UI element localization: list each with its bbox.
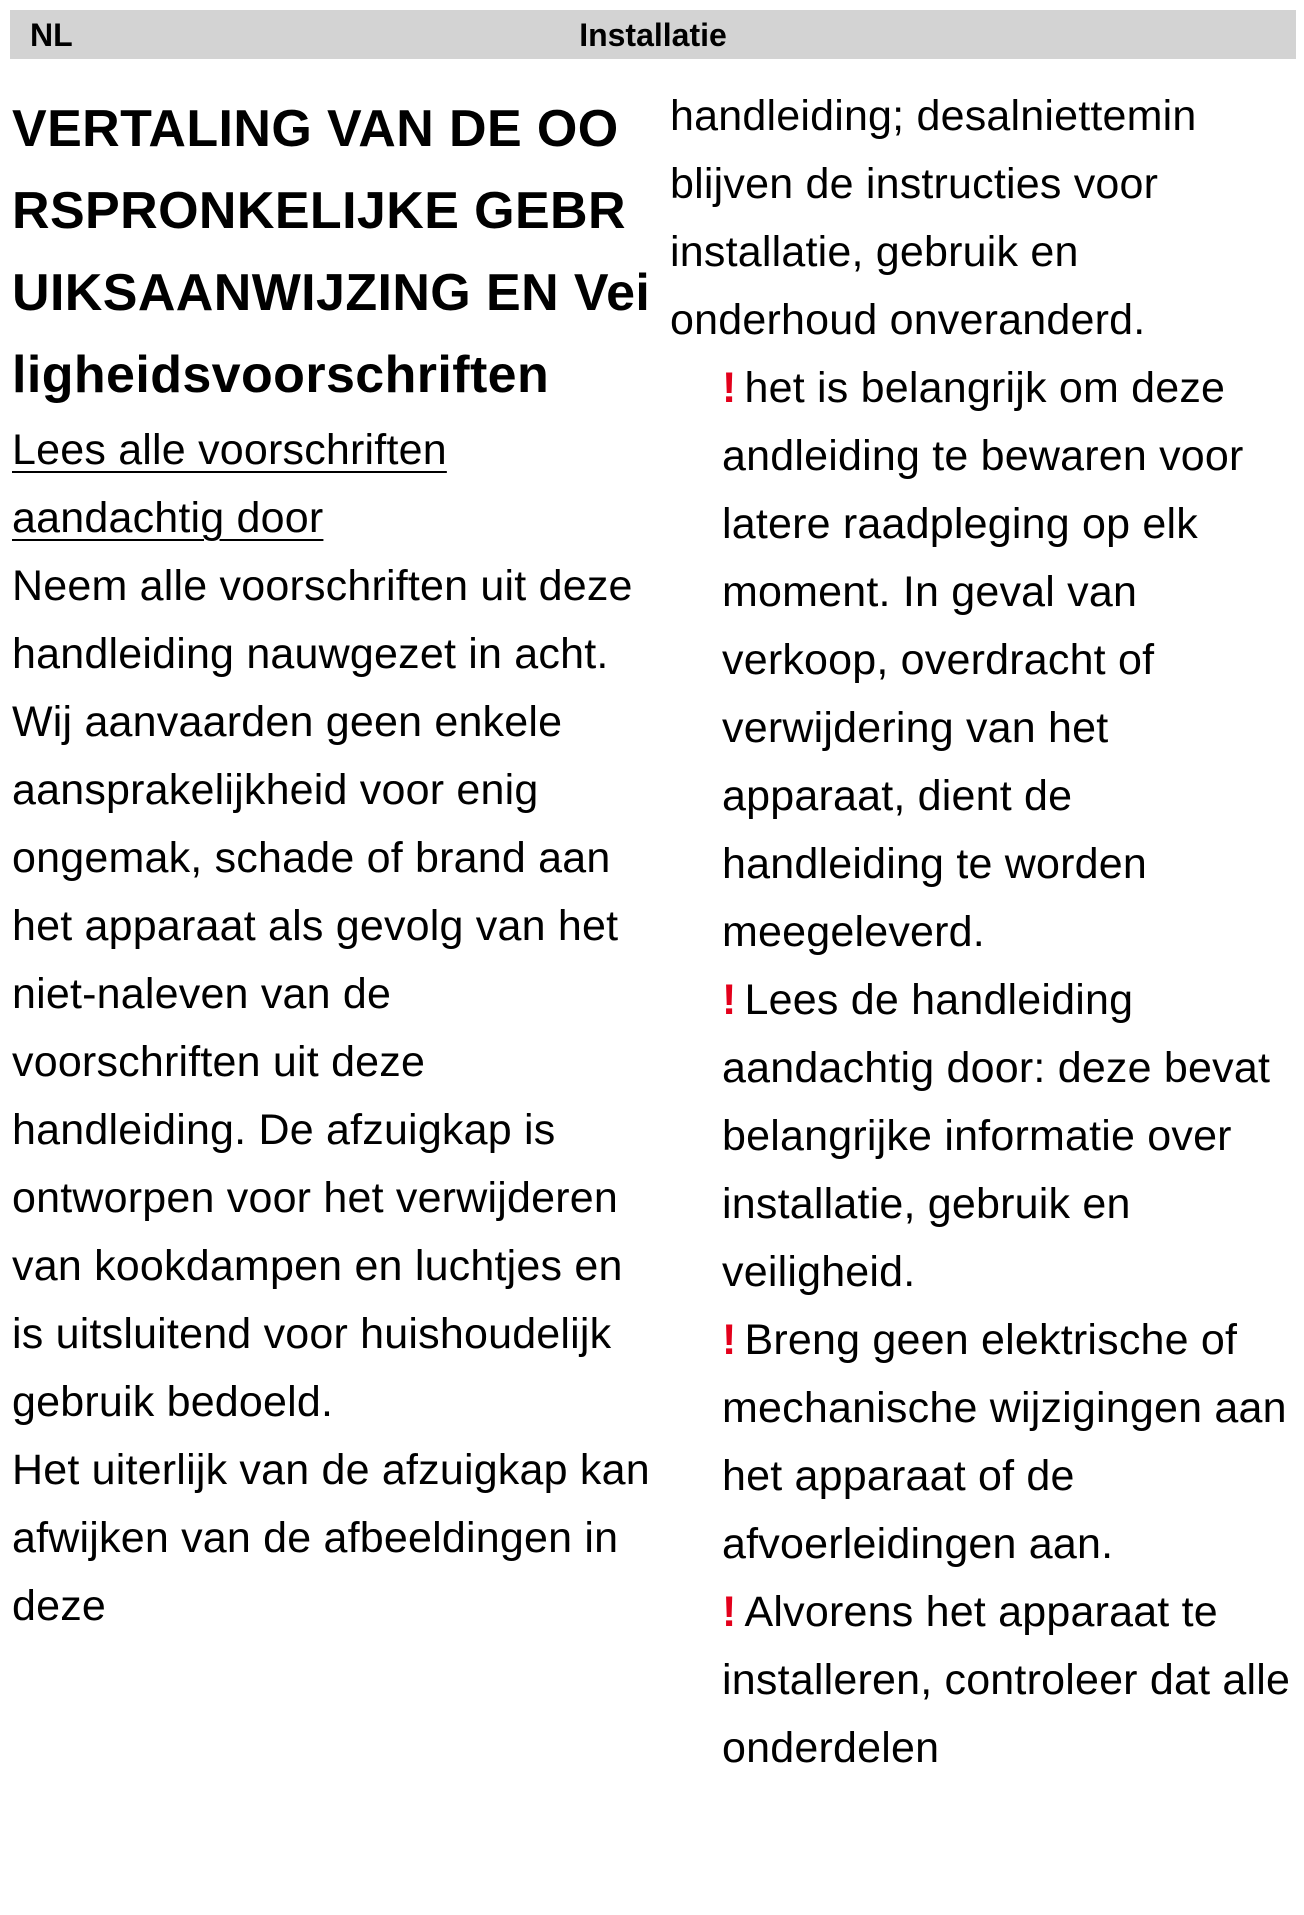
warning-text: Alvorens het apparaat te installeren, controleer dat alle onderdelen — [722, 1588, 1291, 1772]
warning-text: Lees de handleiding aandachtig door: deze bevat belangrijke informatie over installatie, gebruik en veiligheid. — [722, 976, 1271, 1296]
warning-list — [670, 354, 1295, 1782]
appearance-paragraph: Het uiterlijk van de afzuigkap kan afwijken van de afbeeldingen in deze — [12, 1446, 650, 1630]
intro-paragraph: Neem alle voorschriften uit deze handleiding nauwgezet in acht. Wij aanvaarden geen enkele aansprakelijkheid voor enig ongemak, schade of brand aan het apparaat als gevolg van het niet-naleven van de voorschriften uit deze handleiding. De afzuigkap is ontworpen voor het verwijderen van kookdampen en luchtjes en is uitsluitend voor huishoudelijk gebruik bedoeld. — [12, 562, 633, 1426]
warning-text: Breng geen elektrische of mechanische wijzigingen aan het apparaat of de afvoerleidingen aan. — [722, 1316, 1287, 1568]
page-heading: VERTALING VAN DE OORSPRONKELIJKE GEBRUIKSAANWIJZING EN Veiligheidsvoorschriften — [12, 100, 651, 404]
right-column — [670, 82, 1295, 1782]
left-column — [12, 88, 652, 1640]
warning-item — [722, 1306, 1295, 1578]
warning-icon: ! — [722, 1588, 737, 1636]
warning-item — [722, 966, 1295, 1306]
warning-item — [722, 1578, 1295, 1782]
section-title: Installatie — [579, 17, 727, 53]
warning-icon: ! — [722, 364, 737, 412]
warning-item — [722, 354, 1295, 966]
warning-text: het is belangrijk om deze andleiding te bewaren voor latere raadpleging op elk moment. In geval van verkoop, overdracht of verwijdering van het apparaat, dient de handleiding te worden meegeleverd. — [722, 364, 1244, 956]
language-code: NL — [30, 17, 73, 53]
page-header — [10, 10, 1296, 59]
subheading: Lees alle voorschriften aandachtig door — [12, 426, 447, 542]
warning-icon: ! — [722, 1316, 737, 1364]
continuation-paragraph: handleiding; desalniettemin blijven de instructies voor installatie, gebruik en onderhoud onveranderd. — [670, 92, 1197, 344]
warning-icon: ! — [722, 976, 737, 1024]
